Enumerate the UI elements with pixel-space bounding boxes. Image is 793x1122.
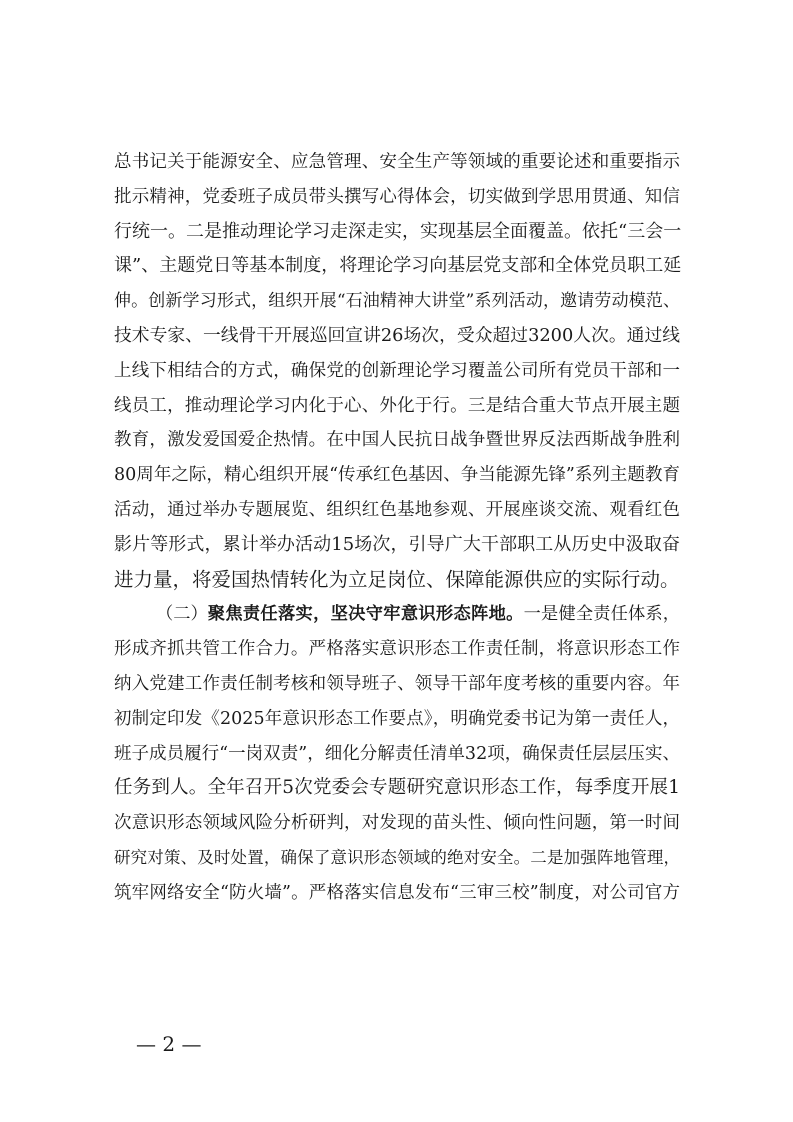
paragraph-2-line: 纳入党建工作责任制考核和领导班子、领导干部年度考核的重要内容。年 [114, 673, 680, 694]
paragraph-1-line: 80周年之际，精心组织开展“传承红色基因、争当能源先锋”系列主题教育 [114, 465, 680, 486]
paragraph-2-line: 次意识形态领域风险分析研判，对发现的苗头性、倾向性问题，第一时间 [114, 813, 680, 834]
paragraph-1-line: 线员工，推动理论学习内化于心、外化于行。三是结合重大节点开展主题 [114, 395, 680, 416]
section-number: （二） [156, 604, 208, 625]
paragraph-2-line: 研究对策、及时处置，确保了意识形态领域的绝对安全。二是加强阵地管理， [114, 847, 680, 867]
paragraph-1-line: 总书记关于能源安全、应急管理、安全生产等领域的重要论述和重要指示 [114, 152, 680, 172]
paragraph-1-line: 进力量，将爱国热情转化为立足岗位、保障能源供应的实际行动。 [114, 567, 680, 591]
paragraph-1-line: 行统一。二是推动理论学习走深走实，实现基层全面覆盖。依托“三会一 [114, 220, 682, 242]
paragraph-1-line: 技术专家、一线骨干开展巡回宣讲26场次，受众超过3200人次。通过线 [114, 325, 680, 346]
paragraph-2-line: 初制定印发《2025年意识形态工作要点》，明确党委书记为第一责任人， [114, 708, 680, 729]
paragraph-1-line: 课”、主题党日等基本制度，将理论学习向基层党支部和全体党员职工延 [114, 255, 682, 277]
paragraph-1-line: 教育，激发爱国爱企热情。在中国人民抗日战争暨世界反法西斯战争胜利 [114, 430, 680, 451]
paragraph-1-line: 伸。创新学习形式，组织开展“石油精神大讲堂”系列活动，邀请劳动模范、 [114, 291, 680, 312]
paragraph-2-line: 班子成员履行“一岗双责”，细化分解责任清单32项，确保责任层层压实、 [114, 743, 680, 764]
paragraph-1-line: 影片等形式，累计举办活动15场次，引导广大干部职工从历史中汲取奋 [114, 533, 680, 555]
paragraph-2-line: 形成齐抓共管工作合力。严格落实意识形态工作责任制，将意识形态工作 [114, 639, 680, 660]
paragraph-1-line: 批示精神，党委班子成员带头撰写心得体会，切实做到学思用贯通、知信 [114, 186, 680, 207]
paragraph-1-line: 活动，通过举办专题展览、组织红色基地参观、开展座谈交流、观看红色 [114, 499, 680, 520]
section-heading: 聚焦责任落实，坚决守牢意识形态阵地。 [207, 604, 524, 625]
paragraph-1-line: 上线下相结合的方式，确保党的创新理论学习覆盖公司所有党员干部和一 [114, 360, 680, 381]
body-text [114, 145, 680, 911]
paragraph-2-line-rest: 一是健全责任体系， [523, 604, 680, 625]
paragraph-2-line: 筑牢网络安全“防火墙”。严格落实信息发布“三审三校”制度，对公司官方 [114, 882, 680, 903]
page-number: — 2 — [136, 1032, 202, 1056]
paragraph-2-first-line [114, 597, 680, 632]
paragraph-2-line: 任务到人。全年召开5次党委会专题研究意识形态工作，每季度开展1 [114, 777, 680, 799]
